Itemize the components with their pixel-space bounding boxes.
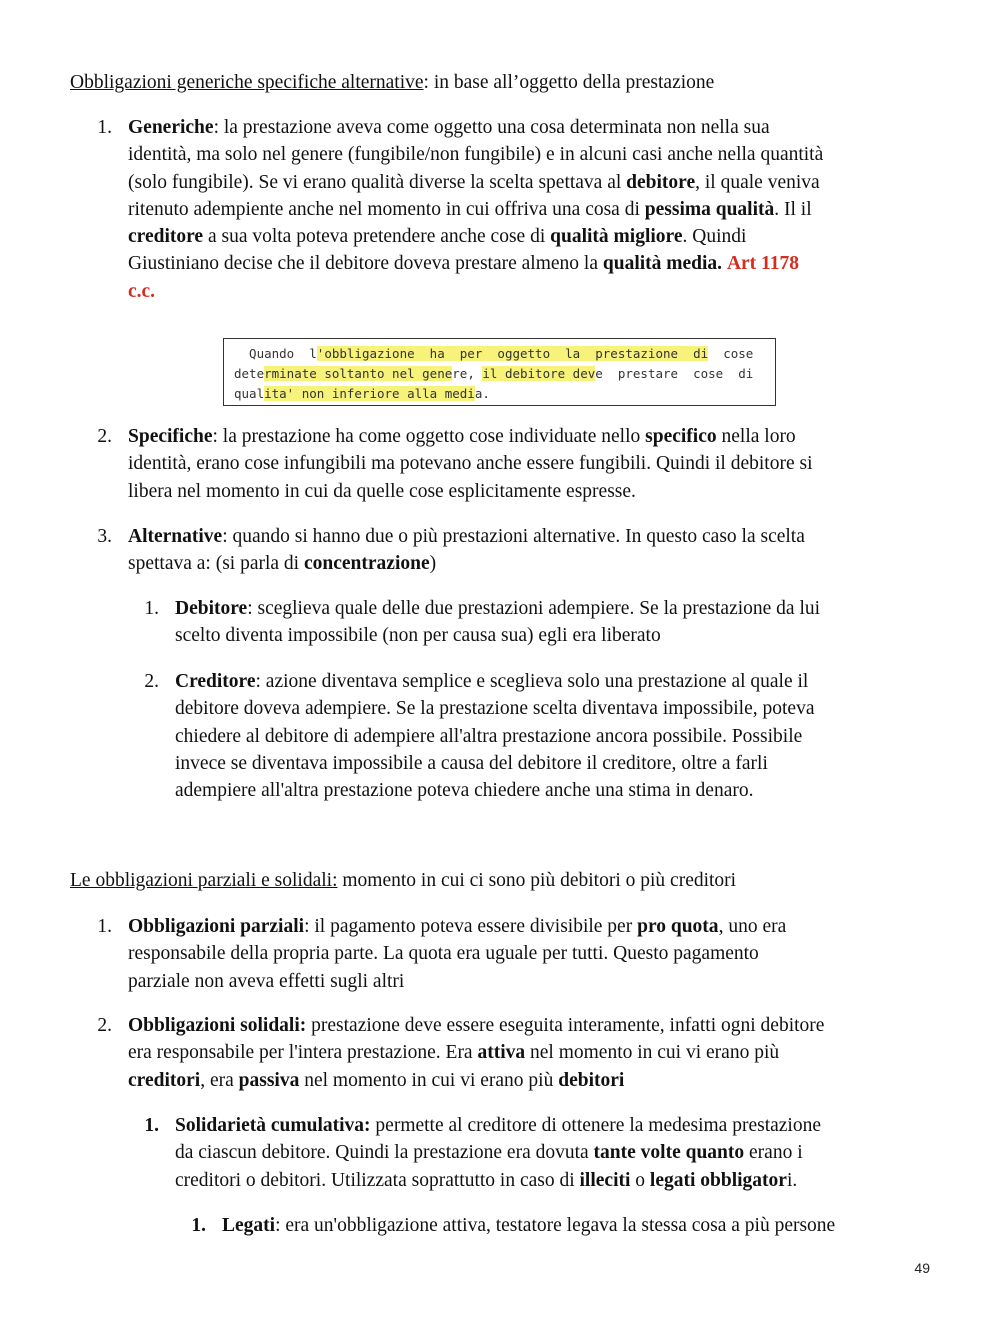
text-line: scelto diventa impossibile (non per causa sua) egli era liberato	[175, 625, 661, 647]
bold-term: illeciti	[579, 1169, 631, 1191]
list-number: 1.	[144, 598, 159, 619]
list-item-text	[222, 1212, 962, 1239]
bold-term: qualità migliore	[550, 226, 683, 248]
text-line: nella loro	[716, 426, 796, 447]
text-line: nel momento in cui vi erano più	[299, 1069, 559, 1091]
list-number: 1.	[97, 117, 112, 138]
text-line: ritenuto adempiente anche nel momento in cui offriva una cosa di	[128, 198, 645, 220]
text-line: identità, erano cose infungibili ma potevano anche essere fungibili. Quindi il debitore si	[128, 453, 813, 475]
list-number: 2.	[97, 426, 112, 447]
text-line: permette al creditore di ottenere la medesima prestazione	[370, 1115, 821, 1136]
bold-term: concentrazione	[303, 553, 430, 575]
bold-term: debitori	[558, 1069, 625, 1091]
code-line: qualita' non inferiore alla media.	[234, 386, 490, 401]
bold-term: attiva	[477, 1042, 526, 1064]
text-line: debitore doveva adempiere. Se la prestazione scelta diventava impossibile, poteva	[175, 698, 815, 720]
list-item-text	[128, 114, 950, 305]
list-item-text	[128, 423, 950, 505]
list-number: 1.	[191, 1215, 206, 1236]
text-line: . Il il	[774, 198, 812, 220]
code-line: Quando l'obbligazione ha per oggetto la prestazione di cose	[234, 346, 754, 361]
sublist-item-solidarieta-cumulativa	[117, 1112, 957, 1196]
heading-rest: momento in cui ci sono più debitori o più creditori	[337, 870, 737, 891]
list-number: 1.	[144, 1115, 159, 1136]
list-item-text	[175, 1112, 955, 1194]
term-obbligazioni-solidali: Obbligazioni solidali:	[128, 1015, 307, 1036]
bold-term: debitore	[626, 171, 696, 193]
highlight: 'obbligazione ha per oggetto la prestazione di	[316, 346, 709, 361]
text-line: )	[429, 553, 437, 575]
text-line: chiedere al debitore di adempiere all'altra prestazione ancora possibile. Possibile	[175, 725, 803, 747]
list-number: 1.	[97, 916, 112, 937]
heading-underlined: Le obbligazioni parziali e solidali:	[70, 870, 338, 891]
term-alternative: Alternative	[128, 526, 223, 547]
bold-term: tante volte quanto	[593, 1142, 745, 1164]
bold-term: creditori	[128, 1069, 201, 1091]
bold-term: specifico	[645, 426, 717, 447]
text-line: invece se diventava impossibile a causa del debitore il creditore, oltre a farli	[175, 752, 768, 774]
section-heading-obbligazioni-generiche	[70, 69, 714, 96]
text-line: : la prestazione ha come oggetto cose individuate nello	[212, 426, 646, 447]
bold-term: passiva	[238, 1069, 300, 1091]
code-excerpt-box	[223, 338, 776, 406]
text-line: identità, ma solo nel genere (fungibile/non fungibile) e in alcuni casi anche nella quantità	[128, 144, 824, 166]
text-line: : il pagamento poteva essere divisibile per	[304, 916, 638, 937]
list-item-specifiche	[70, 423, 950, 507]
text-line: creditori o debitori. Utilizzata soprattutto in caso di	[175, 1169, 580, 1191]
text-line: , era	[200, 1069, 239, 1091]
text-line: Giustiniano decise che il debitore doveva prestare almeno la	[128, 253, 603, 275]
term-debitore: Debitore	[175, 598, 248, 619]
text-line: , uno era	[718, 916, 787, 937]
code-line: determinate soltanto nel genere, il debitore deve prestare cose di	[234, 366, 754, 381]
page-number: 49	[914, 1260, 930, 1276]
bold-term: qualità media.	[602, 253, 723, 275]
list-item-text	[128, 1012, 950, 1094]
term-legati: Legati	[222, 1215, 276, 1236]
text-line: : azione diventava semplice e sceglieva solo una prestazione al quale il	[255, 671, 809, 692]
list-item-obbligazioni-solidali	[70, 1012, 950, 1096]
text-line: . Quindi	[682, 226, 747, 248]
highlight: il debitore dev	[482, 366, 596, 381]
text-line: : sceglieva quale delle due prestazioni adempiere. Se la prestazione da lui	[247, 598, 821, 619]
text-line: erano i	[744, 1142, 803, 1164]
text-line: da ciascun debitore. Quindi la prestazione era dovuta	[175, 1142, 594, 1164]
text-line: : era un'obbligazione attiva, testatore legava la stessa cosa a più persone	[275, 1215, 836, 1236]
highlight: ita' non inferiore alla medi	[264, 386, 475, 401]
term-generiche: Generiche	[128, 117, 214, 138]
article-reference: c.c.	[128, 280, 156, 302]
text-line: i.	[786, 1169, 798, 1191]
heading-underlined: Obbligazioni generiche specifiche alternative	[70, 72, 424, 93]
text-line: (solo fungibile). Se vi erano qualità diverse la scelta spettava al	[128, 171, 627, 193]
term-specifiche: Specifiche	[128, 426, 213, 447]
list-item-text	[175, 668, 955, 804]
list-item-text	[128, 523, 950, 578]
sublist-item-legati	[164, 1212, 964, 1242]
article-reference: Art 1178	[726, 253, 799, 275]
text-line: nel momento in cui vi erano più	[525, 1042, 780, 1064]
text-line: parziale non aveva effetti sugli altri	[128, 970, 405, 992]
term-solidarieta-cumulativa: Solidarietà cumulativa:	[175, 1115, 371, 1136]
list-item-text	[128, 913, 950, 995]
list-item-obbligazioni-parziali	[70, 913, 950, 997]
list-item-text	[175, 595, 955, 650]
text-line: o	[630, 1169, 650, 1191]
text-line: adempiere all'altra prestazione poteva chiedere anche una stima in denaro.	[175, 780, 754, 802]
bold-term: pessima qualità	[644, 198, 775, 220]
text-line: era responsabile per l'intera prestazione. Era	[128, 1042, 478, 1064]
text-line: , il quale veniva	[695, 171, 820, 193]
text-line: spettava a: (si parla di	[128, 553, 304, 575]
text-line: libera nel momento in cui da quelle cose esplicitamente espresse.	[128, 480, 636, 502]
bold-term: legati obbligator	[649, 1169, 787, 1191]
text-line: : quando si hanno due o più prestazioni alternative. In questo caso la scelta	[222, 526, 805, 547]
list-item-generiche	[70, 114, 950, 314]
text-line: : la prestazione aveva come oggetto una cosa determinata non nella sua	[213, 117, 770, 138]
text-line: prestazione deve essere eseguita interamente, infatti ogni debitore	[306, 1015, 825, 1036]
bold-term: pro quota	[637, 916, 719, 937]
sublist-item-creditore	[117, 668, 957, 808]
text-line: responsabile della propria parte. La quota era uguale per tutti. Questo pagamento	[128, 943, 759, 965]
bold-term: creditore	[128, 226, 204, 248]
list-number: 2.	[144, 671, 159, 692]
list-item-alternative	[70, 523, 950, 579]
heading-rest: : in base all’oggetto della prestazione	[423, 72, 715, 93]
section-heading-parziali-solidali	[70, 867, 736, 894]
term-obbligazioni-parziali: Obbligazioni parziali	[128, 916, 305, 937]
sublist-item-debitore	[117, 595, 957, 651]
text-line: a sua volta poteva pretendere anche cose di	[203, 226, 551, 248]
term-creditore: Creditore	[175, 671, 256, 692]
list-number: 2.	[97, 1015, 112, 1036]
highlight: rminate soltanto nel gene	[264, 366, 453, 381]
list-number: 3.	[97, 526, 112, 547]
